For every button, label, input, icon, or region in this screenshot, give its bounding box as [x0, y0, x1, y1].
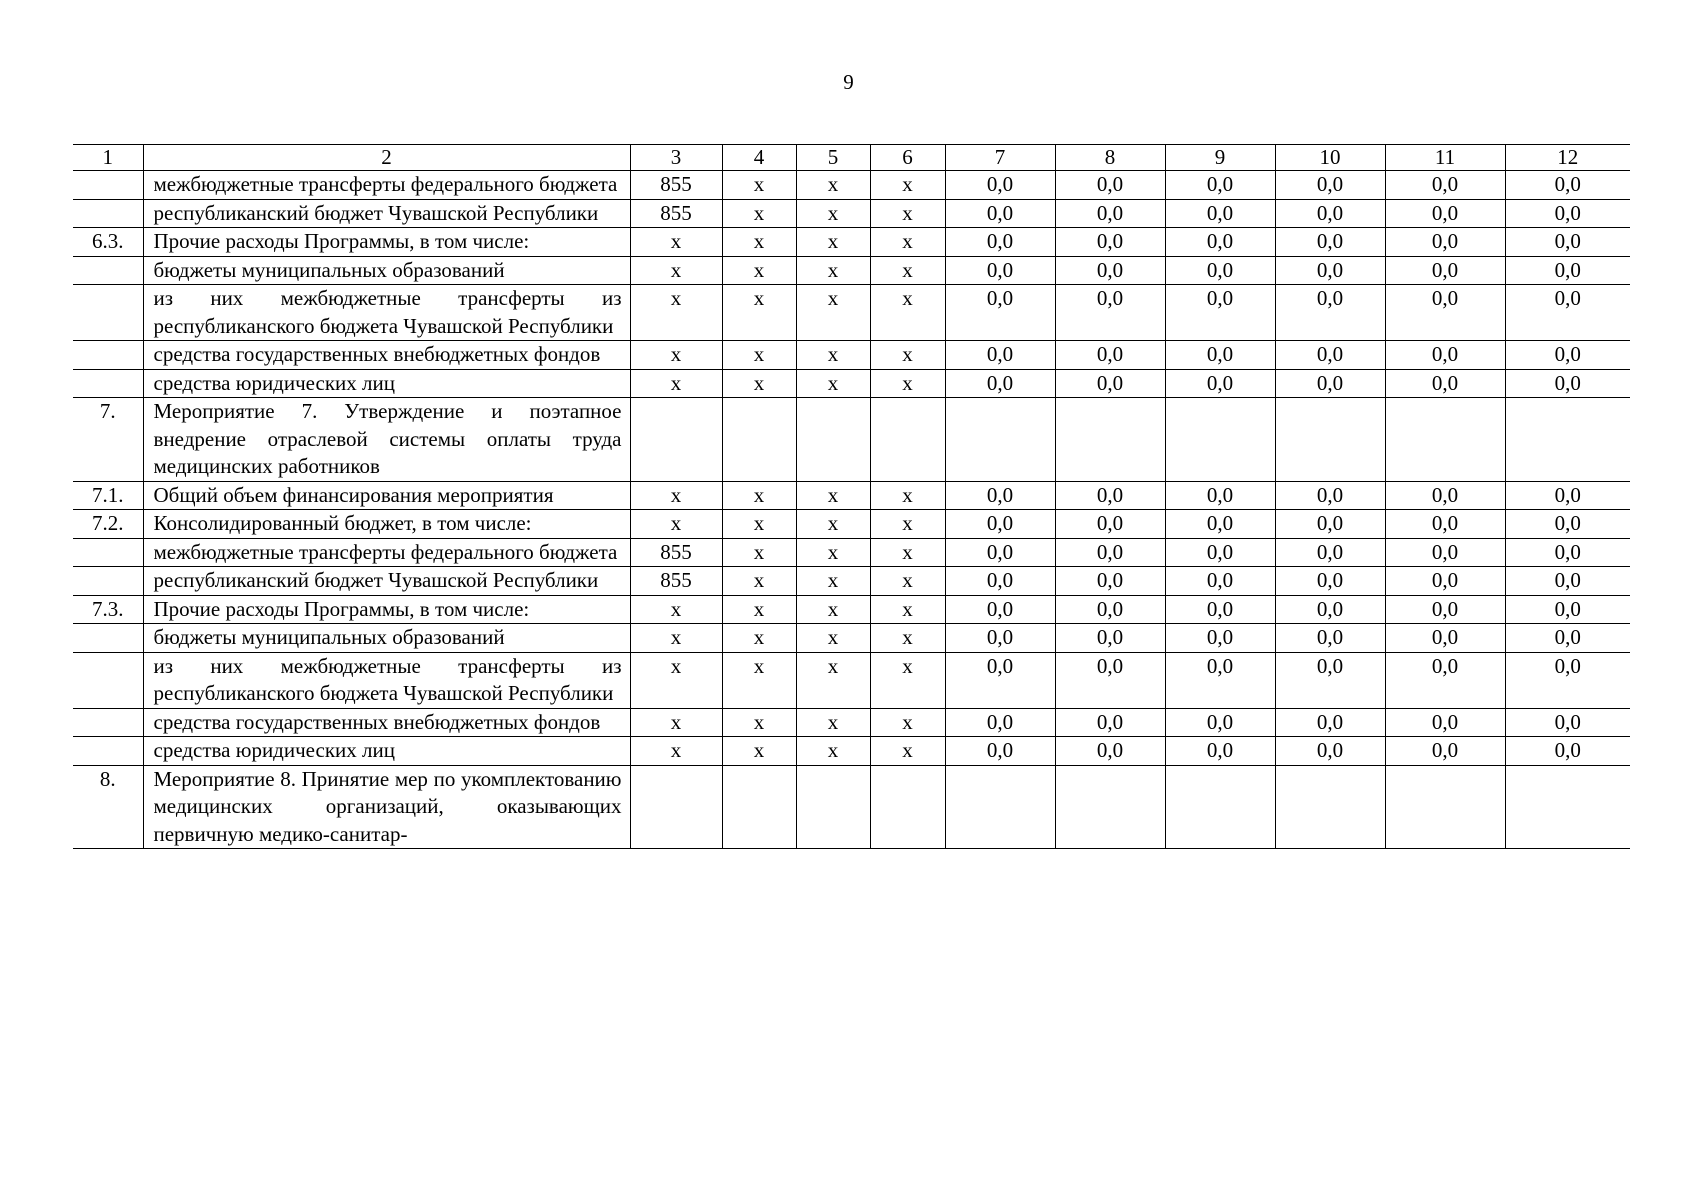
table-row — [73, 510, 1630, 539]
cell-col-12: 0,0 — [1505, 341, 1630, 370]
cell-col-7: 0,0 — [945, 481, 1055, 510]
cell-col-8: 0,0 — [1055, 595, 1165, 624]
cell-col-3: х — [630, 256, 722, 285]
cell-col-8: 0,0 — [1055, 567, 1165, 596]
cell-col-8: 0,0 — [1055, 369, 1165, 398]
cell-col-9: 0,0 — [1165, 228, 1275, 257]
cell-col-12: 0,0 — [1505, 595, 1630, 624]
cell-col-5: х — [796, 708, 870, 737]
table-row — [73, 708, 1630, 737]
cell-col-3: х — [630, 228, 722, 257]
header-cell: 10 — [1275, 145, 1385, 171]
table-row — [73, 256, 1630, 285]
cell-col-8 — [1055, 765, 1165, 849]
row-description-cell: Мероприятие 7. Утверждение и поэтапное внедрение отраслевой системы оплаты труда медицинских работников — [143, 398, 630, 482]
row-number-cell: 7. — [73, 398, 143, 482]
cell-col-4: х — [722, 256, 796, 285]
cell-col-8: 0,0 — [1055, 171, 1165, 200]
cell-col-5 — [796, 765, 870, 849]
table-row — [73, 398, 1630, 482]
cell-col-5: х — [796, 369, 870, 398]
row-number-cell — [73, 538, 143, 567]
cell-col-11: 0,0 — [1385, 199, 1505, 228]
cell-col-6: х — [870, 652, 945, 708]
cell-col-5: х — [796, 228, 870, 257]
cell-col-11: 0,0 — [1385, 567, 1505, 596]
cell-col-6: х — [870, 510, 945, 539]
cell-col-12: 0,0 — [1505, 624, 1630, 653]
cell-col-10: 0,0 — [1275, 652, 1385, 708]
cell-col-4 — [722, 398, 796, 482]
row-number-cell: 8. — [73, 765, 143, 849]
cell-col-5: х — [796, 652, 870, 708]
cell-col-8: 0,0 — [1055, 256, 1165, 285]
cell-col-3: 855 — [630, 538, 722, 567]
row-description-cell: Консолидированный бюджет, в том числе: — [143, 510, 630, 539]
row-description-cell: республиканский бюджет Чувашской Республики — [143, 567, 630, 596]
budget-table — [73, 144, 1630, 849]
cell-col-8: 0,0 — [1055, 341, 1165, 370]
cell-col-9: 0,0 — [1165, 538, 1275, 567]
cell-col-5: х — [796, 737, 870, 766]
cell-col-12: 0,0 — [1505, 510, 1630, 539]
cell-col-7: 0,0 — [945, 369, 1055, 398]
cell-col-8: 0,0 — [1055, 708, 1165, 737]
cell-col-12: 0,0 — [1505, 285, 1630, 341]
cell-col-7: 0,0 — [945, 510, 1055, 539]
cell-col-11: 0,0 — [1385, 369, 1505, 398]
table-row — [73, 538, 1630, 567]
row-number-cell — [73, 708, 143, 737]
cell-col-11: 0,0 — [1385, 708, 1505, 737]
cell-col-4: х — [722, 228, 796, 257]
cell-col-6: х — [870, 624, 945, 653]
header-row — [73, 145, 1630, 171]
cell-col-5 — [796, 398, 870, 482]
row-number-cell — [73, 737, 143, 766]
cell-col-6: х — [870, 256, 945, 285]
row-description-cell: средства юридических лиц — [143, 737, 630, 766]
cell-col-4: х — [722, 737, 796, 766]
cell-col-12: 0,0 — [1505, 538, 1630, 567]
cell-col-6: х — [870, 285, 945, 341]
header-cell: 1 — [73, 145, 143, 171]
cell-col-4: х — [722, 285, 796, 341]
cell-col-6 — [870, 765, 945, 849]
cell-col-4: х — [722, 510, 796, 539]
cell-col-4: х — [722, 341, 796, 370]
table-row — [73, 369, 1630, 398]
cell-col-6: х — [870, 199, 945, 228]
cell-col-4: х — [722, 538, 796, 567]
cell-col-9: 0,0 — [1165, 341, 1275, 370]
cell-col-9: 0,0 — [1165, 481, 1275, 510]
cell-col-6: х — [870, 737, 945, 766]
cell-col-10: 0,0 — [1275, 567, 1385, 596]
row-description-cell: бюджеты муниципальных образований — [143, 624, 630, 653]
table-body — [73, 145, 1630, 849]
table-row — [73, 624, 1630, 653]
cell-col-5: х — [796, 595, 870, 624]
cell-col-5: х — [796, 199, 870, 228]
table-row — [73, 341, 1630, 370]
cell-col-10: 0,0 — [1275, 624, 1385, 653]
cell-col-4: х — [722, 199, 796, 228]
cell-col-9: 0,0 — [1165, 737, 1275, 766]
cell-col-10: 0,0 — [1275, 595, 1385, 624]
cell-col-8 — [1055, 398, 1165, 482]
cell-col-7: 0,0 — [945, 624, 1055, 653]
header-cell: 11 — [1385, 145, 1505, 171]
cell-col-11: 0,0 — [1385, 256, 1505, 285]
cell-col-10: 0,0 — [1275, 538, 1385, 567]
cell-col-11: 0,0 — [1385, 228, 1505, 257]
cell-col-11: 0,0 — [1385, 341, 1505, 370]
cell-col-9: 0,0 — [1165, 199, 1275, 228]
cell-col-3 — [630, 765, 722, 849]
table-row — [73, 481, 1630, 510]
cell-col-6: х — [870, 708, 945, 737]
cell-col-3: х — [630, 481, 722, 510]
cell-col-5: х — [796, 341, 870, 370]
cell-col-12: 0,0 — [1505, 369, 1630, 398]
cell-col-10: 0,0 — [1275, 708, 1385, 737]
cell-col-9: 0,0 — [1165, 369, 1275, 398]
cell-col-5: х — [796, 256, 870, 285]
cell-col-11: 0,0 — [1385, 510, 1505, 539]
cell-col-10 — [1275, 765, 1385, 849]
cell-col-5: х — [796, 285, 870, 341]
cell-col-10: 0,0 — [1275, 737, 1385, 766]
row-description-cell: средства юридических лиц — [143, 369, 630, 398]
cell-col-11: 0,0 — [1385, 481, 1505, 510]
header-cell: 12 — [1505, 145, 1630, 171]
row-number-cell: 7.1. — [73, 481, 143, 510]
cell-col-9: 0,0 — [1165, 652, 1275, 708]
cell-col-7: 0,0 — [945, 708, 1055, 737]
cell-col-10: 0,0 — [1275, 285, 1385, 341]
cell-col-8: 0,0 — [1055, 538, 1165, 567]
cell-col-10: 0,0 — [1275, 369, 1385, 398]
cell-col-9: 0,0 — [1165, 708, 1275, 737]
row-description-cell: из них межбюджетные трансферты из республиканского бюджета Чувашской Республики — [143, 652, 630, 708]
header-cell: 9 — [1165, 145, 1275, 171]
cell-col-3: х — [630, 708, 722, 737]
cell-col-11: 0,0 — [1385, 171, 1505, 200]
row-number-cell: 6.3. — [73, 228, 143, 257]
row-number-cell: 7.3. — [73, 595, 143, 624]
cell-col-7: 0,0 — [945, 199, 1055, 228]
cell-col-10: 0,0 — [1275, 171, 1385, 200]
cell-col-6: х — [870, 341, 945, 370]
cell-col-11: 0,0 — [1385, 737, 1505, 766]
cell-col-7: 0,0 — [945, 228, 1055, 257]
cell-col-4: х — [722, 481, 796, 510]
cell-col-5: х — [796, 538, 870, 567]
cell-col-4: х — [722, 624, 796, 653]
row-number-cell: 7.2. — [73, 510, 143, 539]
cell-col-7 — [945, 765, 1055, 849]
cell-col-5: х — [796, 171, 870, 200]
cell-col-3: х — [630, 595, 722, 624]
cell-col-3 — [630, 398, 722, 482]
row-description-cell: средства государственных внебюджетных фондов — [143, 708, 630, 737]
cell-col-12: 0,0 — [1505, 171, 1630, 200]
cell-col-3: х — [630, 652, 722, 708]
cell-col-4: х — [722, 708, 796, 737]
cell-col-12: 0,0 — [1505, 481, 1630, 510]
row-number-cell — [73, 341, 143, 370]
cell-col-10: 0,0 — [1275, 256, 1385, 285]
row-number-cell — [73, 369, 143, 398]
cell-col-8: 0,0 — [1055, 199, 1165, 228]
row-description-cell: бюджеты муниципальных образований — [143, 256, 630, 285]
cell-col-12 — [1505, 765, 1630, 849]
cell-col-7: 0,0 — [945, 171, 1055, 200]
cell-col-4 — [722, 765, 796, 849]
cell-col-9: 0,0 — [1165, 510, 1275, 539]
cell-col-8: 0,0 — [1055, 285, 1165, 341]
cell-col-10: 0,0 — [1275, 341, 1385, 370]
cell-col-8: 0,0 — [1055, 737, 1165, 766]
cell-col-6: х — [870, 228, 945, 257]
cell-col-10: 0,0 — [1275, 199, 1385, 228]
cell-col-11 — [1385, 765, 1505, 849]
table-row — [73, 737, 1630, 766]
cell-col-9 — [1165, 765, 1275, 849]
cell-col-12: 0,0 — [1505, 737, 1630, 766]
cell-col-10: 0,0 — [1275, 481, 1385, 510]
cell-col-3: х — [630, 737, 722, 766]
cell-col-4: х — [722, 369, 796, 398]
cell-col-6: х — [870, 538, 945, 567]
header-cell: 2 — [143, 145, 630, 171]
row-number-cell — [73, 171, 143, 200]
cell-col-12: 0,0 — [1505, 567, 1630, 596]
cell-col-9: 0,0 — [1165, 285, 1275, 341]
row-description-cell: межбюджетные трансферты федерального бюджета — [143, 171, 630, 200]
cell-col-7: 0,0 — [945, 595, 1055, 624]
row-description-cell: из них межбюджетные трансферты из республиканского бюджета Чувашской Республики — [143, 285, 630, 341]
row-description-cell: межбюджетные трансферты федерального бюджета — [143, 538, 630, 567]
cell-col-9: 0,0 — [1165, 567, 1275, 596]
cell-col-10: 0,0 — [1275, 510, 1385, 539]
row-number-cell — [73, 652, 143, 708]
cell-col-7: 0,0 — [945, 538, 1055, 567]
cell-col-6: х — [870, 481, 945, 510]
cell-col-5: х — [796, 510, 870, 539]
header-cell: 7 — [945, 145, 1055, 171]
cell-col-10 — [1275, 398, 1385, 482]
row-number-cell — [73, 199, 143, 228]
cell-col-9: 0,0 — [1165, 256, 1275, 285]
cell-col-11 — [1385, 398, 1505, 482]
header-cell: 3 — [630, 145, 722, 171]
cell-col-8: 0,0 — [1055, 228, 1165, 257]
cell-col-4: х — [722, 171, 796, 200]
header-cell: 8 — [1055, 145, 1165, 171]
cell-col-12: 0,0 — [1505, 228, 1630, 257]
cell-col-3: х — [630, 369, 722, 398]
cell-col-3: х — [630, 624, 722, 653]
cell-col-3: х — [630, 510, 722, 539]
row-description-cell: Общий объем финансирования мероприятия — [143, 481, 630, 510]
cell-col-11: 0,0 — [1385, 652, 1505, 708]
cell-col-5: х — [796, 567, 870, 596]
cell-col-12: 0,0 — [1505, 652, 1630, 708]
cell-col-5: х — [796, 624, 870, 653]
cell-col-9 — [1165, 398, 1275, 482]
row-description-cell: Прочие расходы Программы, в том числе: — [143, 228, 630, 257]
table-row — [73, 595, 1630, 624]
cell-col-6 — [870, 398, 945, 482]
row-description-cell: Мероприятие 8. Принятие мер по укомплектованию медицинских организаций, оказывающих первичную медико-санитар- — [143, 765, 630, 849]
row-number-cell — [73, 567, 143, 596]
cell-col-3: 855 — [630, 171, 722, 200]
cell-col-11: 0,0 — [1385, 285, 1505, 341]
cell-col-6: х — [870, 567, 945, 596]
cell-col-12: 0,0 — [1505, 708, 1630, 737]
cell-col-11: 0,0 — [1385, 538, 1505, 567]
cell-col-4: х — [722, 652, 796, 708]
table-row — [73, 171, 1630, 200]
table-row — [73, 228, 1630, 257]
cell-col-7: 0,0 — [945, 737, 1055, 766]
cell-col-3: 855 — [630, 567, 722, 596]
header-cell: 5 — [796, 145, 870, 171]
table-row — [73, 199, 1630, 228]
table-row — [73, 765, 1630, 849]
row-description-cell: Прочие расходы Программы, в том числе: — [143, 595, 630, 624]
cell-col-3: х — [630, 285, 722, 341]
cell-col-8: 0,0 — [1055, 481, 1165, 510]
cell-col-11: 0,0 — [1385, 624, 1505, 653]
cell-col-7: 0,0 — [945, 652, 1055, 708]
cell-col-9: 0,0 — [1165, 624, 1275, 653]
cell-col-7: 0,0 — [945, 567, 1055, 596]
page-number: 9 — [843, 70, 854, 94]
cell-col-12: 0,0 — [1505, 256, 1630, 285]
cell-col-3: 855 — [630, 199, 722, 228]
header-cell: 4 — [722, 145, 796, 171]
row-number-cell — [73, 256, 143, 285]
row-number-cell — [73, 624, 143, 653]
table-row — [73, 567, 1630, 596]
header-cell: 6 — [870, 145, 945, 171]
cell-col-11: 0,0 — [1385, 595, 1505, 624]
cell-col-8: 0,0 — [1055, 624, 1165, 653]
cell-col-5: х — [796, 481, 870, 510]
cell-col-12: 0,0 — [1505, 199, 1630, 228]
cell-col-6: х — [870, 369, 945, 398]
table-row — [73, 285, 1630, 341]
cell-col-7 — [945, 398, 1055, 482]
cell-col-4: х — [722, 595, 796, 624]
table-row — [73, 652, 1630, 708]
cell-col-4: х — [722, 567, 796, 596]
cell-col-9: 0,0 — [1165, 595, 1275, 624]
cell-col-7: 0,0 — [945, 285, 1055, 341]
cell-col-9: 0,0 — [1165, 171, 1275, 200]
row-description-cell: республиканский бюджет Чувашской Республики — [143, 199, 630, 228]
cell-col-7: 0,0 — [945, 256, 1055, 285]
row-number-cell — [73, 285, 143, 341]
row-description-cell: средства государственных внебюджетных фондов — [143, 341, 630, 370]
cell-col-12 — [1505, 398, 1630, 482]
cell-col-10: 0,0 — [1275, 228, 1385, 257]
cell-col-6: х — [870, 171, 945, 200]
cell-col-8: 0,0 — [1055, 510, 1165, 539]
cell-col-6: х — [870, 595, 945, 624]
cell-col-3: х — [630, 341, 722, 370]
cell-col-7: 0,0 — [945, 341, 1055, 370]
cell-col-8: 0,0 — [1055, 652, 1165, 708]
